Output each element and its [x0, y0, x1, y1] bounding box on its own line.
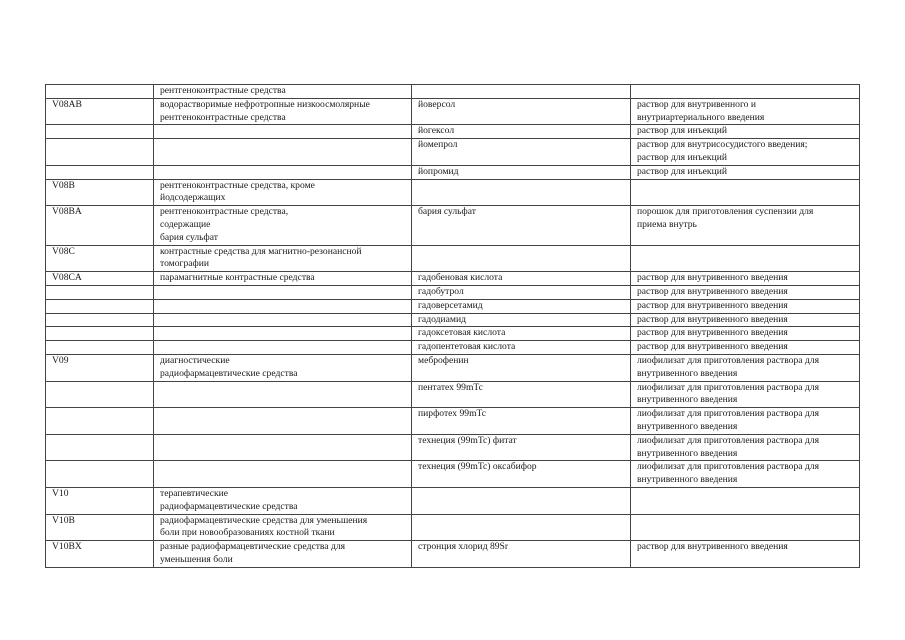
dosage-form-line: внутривенного введения [637, 394, 738, 406]
drug-name-cell [412, 285, 631, 299]
dosage-form-cell [631, 272, 860, 286]
atc-code-cell [46, 165, 154, 179]
table-row [46, 461, 860, 488]
drug-name-line: бария сульфат [418, 206, 476, 218]
dosage-form-line: раствор для внутривенного введения [637, 327, 788, 339]
atc-code-cell [46, 206, 154, 245]
drug-name-cell [412, 313, 631, 327]
table-row [46, 354, 860, 381]
pharmacological-group-cell [154, 341, 412, 355]
dosage-form-cell [631, 341, 860, 355]
dosage-form-line: лиофилизат для приготовления раствора для [637, 461, 819, 473]
drug-name-cell [412, 514, 631, 541]
table-row [46, 381, 860, 408]
pharmacological-group-cell [154, 165, 412, 179]
pharmacological-group-line: водорастворимые нефротропные низкоосмолярные [160, 98, 370, 110]
atc-code-cell [46, 272, 154, 286]
pharmacological-group-line: рентгеноконтрастные средства, [160, 206, 289, 218]
drug-name-line: технеция (99mTc) оксабифор [418, 461, 537, 473]
drug-name-cell [412, 354, 631, 381]
atc-code-cell [46, 139, 154, 166]
pharmacological-group-cell [154, 272, 412, 286]
drug-name-line: гадопентетовая кислота [418, 341, 516, 353]
dosage-form-line: раствор для инъекций [637, 125, 727, 137]
pharmacological-group-line: томографии [160, 258, 210, 270]
pharmacological-group-line: рентгеноконтрастные средства [160, 85, 286, 96]
table-row [46, 299, 860, 313]
drug-name-cell [412, 179, 631, 206]
dosage-form-line: порошок для приготовления суспензии для [637, 206, 814, 218]
drug-name-cell [412, 461, 631, 488]
dosage-form-cell [631, 514, 860, 541]
pharmacological-group-line: содержащие [160, 218, 211, 230]
pharmacological-group-line: диагностические [160, 354, 230, 366]
dosage-form-line: лиофилизат для приготовления раствора для [637, 434, 819, 446]
drug-name-line: йомепрол [418, 139, 458, 151]
atc-code-text: V10B [52, 514, 75, 526]
pharmacological-group-cell [154, 408, 412, 435]
pharmacological-group-cell [154, 327, 412, 341]
drug-name-line: йоверсол [418, 98, 456, 110]
pharmacological-group-line: боли при новообразованиях костной ткани [160, 527, 335, 539]
pharmacological-group-line: радиофармацевтические средства [160, 500, 298, 512]
dosage-form-line: лиофилизат для приготовления раствора для [637, 381, 819, 393]
dosage-form-cell [631, 165, 860, 179]
drug-name-line: гадодиамид [418, 313, 466, 325]
drug-name-line: гадобутрол [418, 285, 464, 297]
dosage-form-cell [631, 139, 860, 166]
dosage-form-line: внутриартериального введения [637, 111, 765, 123]
dosage-form-line: раствор для инъекций [637, 151, 727, 163]
dosage-form-cell [631, 381, 860, 408]
atc-code-cell [46, 245, 154, 272]
table-row [46, 487, 860, 514]
drug-name-line: гадобеновая кислота [418, 272, 503, 284]
atc-code-cell [46, 381, 154, 408]
atc-code-cell [46, 98, 154, 125]
dosage-form-line: внутривенного введения [637, 447, 738, 459]
dosage-form-cell [631, 541, 860, 568]
pharmacological-group-cell [154, 98, 412, 125]
drug-name-line: йогексол [418, 125, 455, 137]
pharmacological-group-line: парамагнитные контрастные средства [160, 272, 315, 284]
atc-code-cell [46, 408, 154, 435]
atc-code-text: V08C [52, 245, 75, 257]
table-row [46, 514, 860, 541]
atc-code-text: V08AB [52, 98, 82, 110]
dosage-form-line: внутривенного введения [637, 420, 738, 432]
atc-code-cell [46, 179, 154, 206]
drug-classification-table [45, 84, 860, 568]
table-row [46, 285, 860, 299]
dosage-form-cell [631, 408, 860, 435]
dosage-form-line: раствор для внутривенного введения [637, 272, 788, 284]
pharmacological-group-line: уменьшения боли [160, 553, 233, 565]
dosage-form-line: приема внутрь [637, 218, 697, 230]
atc-code-text: V08CA [52, 272, 82, 284]
pharmacological-group-cell [154, 125, 412, 139]
table-row [46, 98, 860, 125]
drug-name-cell [412, 85, 631, 99]
drug-name-cell [412, 139, 631, 166]
table-row [46, 341, 860, 355]
table-row [46, 165, 860, 179]
drug-name-line: пирфотех 99mTc [418, 408, 486, 420]
pharmacological-group-cell [154, 434, 412, 461]
dosage-form-line: внутривенного введения [637, 367, 738, 379]
pharmacological-group-line: радиофармацевтические средства [160, 367, 298, 379]
drug-name-cell [412, 206, 631, 245]
dosage-form-cell [631, 179, 860, 206]
table-row [46, 179, 860, 206]
dosage-form-line: раствор для внутривенного введения [637, 285, 788, 297]
pharmacological-group-cell [154, 85, 412, 99]
dosage-form-cell [631, 354, 860, 381]
pharmacological-group-line: бария сульфат [160, 231, 218, 243]
atc-code-cell [46, 327, 154, 341]
atc-code-cell [46, 313, 154, 327]
drug-name-cell [412, 408, 631, 435]
atc-code-cell [46, 434, 154, 461]
dosage-form-cell [631, 245, 860, 272]
pharmacological-group-line: терапевтические [160, 487, 229, 499]
pharmacological-group-line: разные радиофармацевтические средства для [160, 541, 346, 553]
drug-name-cell [412, 165, 631, 179]
table-row [46, 434, 860, 461]
table-row [46, 408, 860, 435]
dosage-form-cell [631, 487, 860, 514]
table-row [46, 245, 860, 272]
dosage-form-line: лиофилизат для приготовления раствора для [637, 408, 819, 420]
drug-name-line: гадоксетовая кислота [418, 327, 506, 339]
pharmacological-group-cell [154, 461, 412, 488]
dosage-form-line: внутривенного введения [637, 474, 738, 486]
dosage-form-cell [631, 85, 860, 99]
atc-code-cell [46, 341, 154, 355]
drug-name-line: пентатех 99mTc [418, 381, 483, 393]
table-row [46, 206, 860, 245]
pharmacological-group-line: рентгеноконтрастные средства, кроме [160, 179, 315, 191]
pharmacological-group-line: радиофармацевтические средства для уменьшения [160, 514, 368, 526]
dosage-form-cell [631, 299, 860, 313]
pharmacological-group-cell [154, 514, 412, 541]
dosage-form-line: раствор для внутрисосудистого введения; [637, 139, 808, 151]
pharmacological-group-cell [154, 139, 412, 166]
pharmacological-group-cell [154, 285, 412, 299]
atc-code-cell [46, 125, 154, 139]
atc-code-cell [46, 299, 154, 313]
dosage-form-cell [631, 98, 860, 125]
drug-name-cell [412, 381, 631, 408]
atc-code-cell [46, 514, 154, 541]
table-body [46, 85, 860, 568]
dosage-form-line: раствор для внутривенного введения [637, 541, 788, 553]
atc-code-text: V10BX [52, 541, 82, 553]
drug-name-line: меброфенин [418, 354, 469, 366]
drug-name-line: гадоверсетамид [418, 299, 483, 311]
dosage-form-cell [631, 434, 860, 461]
dosage-form-cell [631, 461, 860, 488]
drug-name-cell [412, 245, 631, 272]
table-row [46, 139, 860, 166]
table-row [46, 327, 860, 341]
dosage-form-line: раствор для внутривенного и [637, 98, 756, 110]
pharmacological-group-cell [154, 179, 412, 206]
atc-code-text: V09 [52, 354, 69, 366]
dosage-form-cell [631, 285, 860, 299]
atc-code-cell [46, 487, 154, 514]
atc-code-text: V08BA [52, 206, 82, 218]
table-row [46, 272, 860, 286]
dosage-form-line: раствор для внутривенного введения [637, 299, 788, 311]
dosage-form-cell [631, 327, 860, 341]
dosage-form-line: лиофилизат для приготовления раствора для [637, 354, 819, 366]
table-row [46, 85, 860, 99]
table-row [46, 313, 860, 327]
atc-code-cell [46, 354, 154, 381]
dosage-form-cell [631, 125, 860, 139]
pharmacological-group-cell [154, 206, 412, 245]
drug-name-cell [412, 125, 631, 139]
atc-code-cell [46, 461, 154, 488]
dosage-form-line: раствор для внутривенного введения [637, 341, 788, 353]
pharmacological-group-line: рентгеноконтрастные средства [160, 111, 286, 123]
pharmacological-group-cell [154, 487, 412, 514]
pharmacological-group-cell [154, 354, 412, 381]
pharmacological-group-cell [154, 299, 412, 313]
drug-name-cell [412, 434, 631, 461]
dosage-form-line: раствор для внутривенного введения [637, 313, 788, 325]
pharmacological-group-line: контрастные средства для магнитно-резонансной [160, 245, 362, 257]
atc-code-cell [46, 285, 154, 299]
pharmacological-group-cell [154, 245, 412, 272]
atc-code-cell [46, 85, 154, 99]
drug-name-line: стронция хлорид 89Sr [418, 541, 509, 553]
drug-name-cell [412, 487, 631, 514]
drug-name-line: йопромид [418, 165, 459, 177]
pharmacological-group-line: йодсодержащих [160, 192, 226, 204]
table-row [46, 541, 860, 568]
pharmacological-group-cell [154, 541, 412, 568]
drug-name-cell [412, 299, 631, 313]
atc-code-text: V10 [52, 487, 69, 499]
drug-name-cell [412, 341, 631, 355]
table-row [46, 125, 860, 139]
pharmacological-group-cell [154, 313, 412, 327]
drug-name-cell [412, 98, 631, 125]
atc-code-text: V08B [52, 179, 75, 191]
dosage-form-cell [631, 206, 860, 245]
drug-name-line: технеция (99mTc) фитат [418, 434, 517, 446]
atc-code-cell [46, 541, 154, 568]
pharmacological-group-cell [154, 381, 412, 408]
dosage-form-cell [631, 313, 860, 327]
drug-name-cell [412, 541, 631, 568]
drug-name-cell [412, 327, 631, 341]
drug-name-cell [412, 272, 631, 286]
dosage-form-line: раствор для инъекций [637, 165, 727, 177]
